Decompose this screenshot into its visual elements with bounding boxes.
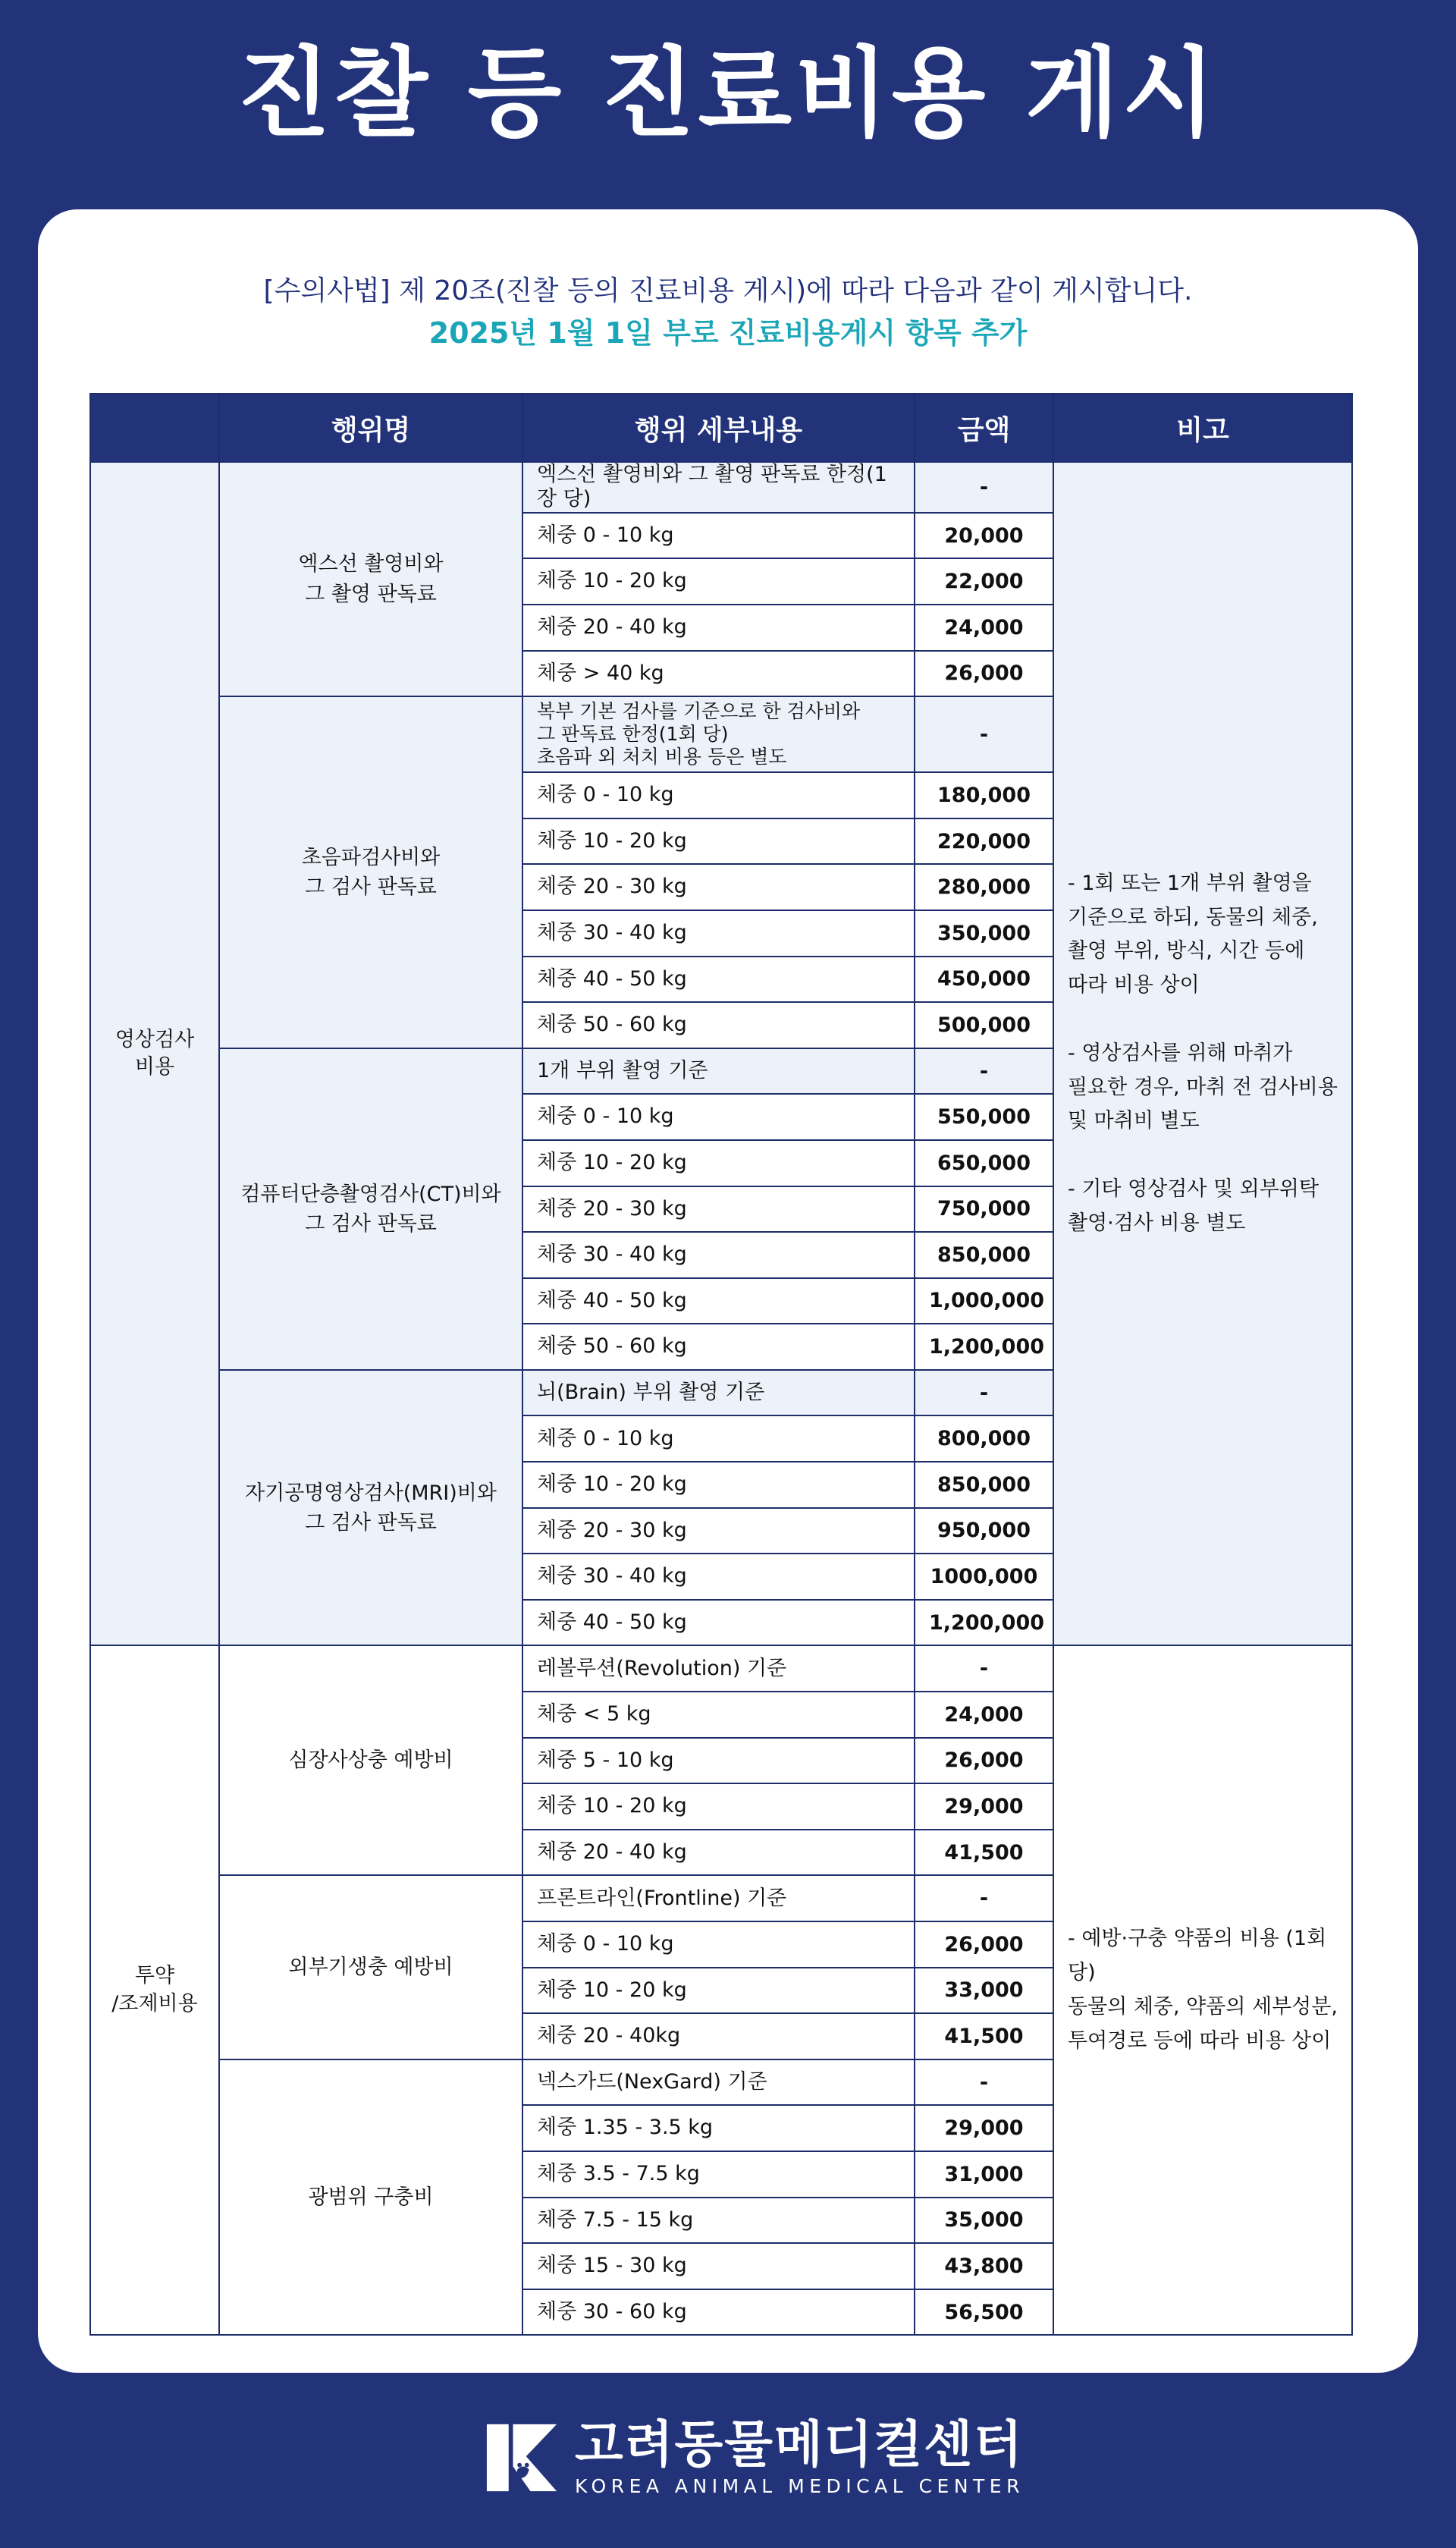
procedure-detail: 체중 40 - 50 kg bbox=[522, 1278, 915, 1324]
remarks-medication: - 예방·구충 약품의 비용 (1회당) 동물의 체중, 약품의 세부성분, 투여경로 등에 따라 비용 상이 bbox=[1053, 1645, 1352, 2335]
amount-value: 350,000 bbox=[915, 910, 1053, 957]
procedure-detail: 체중 0 - 10 kg bbox=[522, 1921, 915, 1968]
procedure-detail: 체중 30 - 40 kg bbox=[522, 910, 915, 957]
table-row bbox=[90, 1645, 1352, 1692]
procedure-detail: 체중 20 - 40 kg bbox=[522, 605, 915, 651]
amount-value: 35,000 bbox=[915, 2198, 1053, 2244]
procedure-detail: 체중 5 - 10 kg bbox=[522, 1738, 915, 1784]
amount-value: 850,000 bbox=[915, 1462, 1053, 1508]
procedure-detail: 레볼루션(Revolution) 기준 bbox=[522, 1645, 915, 1692]
amount-value: 280,000 bbox=[915, 864, 1053, 910]
procedure-detail: 체중 10 - 20 kg bbox=[522, 558, 915, 605]
update-notice: 2025년 1월 1일 부로 진료비용게시 항목 추가 bbox=[428, 316, 1028, 350]
procedure-detail: 체중 20 - 30 kg bbox=[522, 1186, 915, 1233]
header-procedure-name: 행위명 bbox=[219, 394, 522, 462]
amount-value: - bbox=[915, 696, 1053, 772]
procedure-detail: 체중 20 - 30 kg bbox=[522, 1508, 915, 1554]
amount-value: 31,000 bbox=[915, 2151, 1053, 2198]
page-title: 진찰 등 진료비용 게시 bbox=[237, 37, 1219, 150]
amount-value: 550,000 bbox=[915, 1094, 1053, 1140]
procedure-name: 컴퓨터단층촬영검사(CT)비와 그 검사 판독료 bbox=[219, 1048, 522, 1370]
category-medication: 투약 /조제비용 bbox=[90, 1645, 219, 2335]
amount-value: 29,000 bbox=[915, 2105, 1053, 2151]
amount-value: 41,500 bbox=[915, 1830, 1053, 1876]
amount-value: 20,000 bbox=[915, 513, 1053, 559]
amount-value: 450,000 bbox=[915, 957, 1053, 1003]
procedure-detail: 뇌(Brain) 부위 촬영 기준 bbox=[522, 1370, 915, 1416]
amount-value: 56,500 bbox=[915, 2289, 1053, 2336]
amount-value: 26,000 bbox=[915, 651, 1053, 697]
procedure-detail: 체중 10 - 20 kg bbox=[522, 1140, 915, 1186]
procedure-detail: 체중 30 - 60 kg bbox=[522, 2289, 915, 2336]
amount-value: 41,500 bbox=[915, 2013, 1053, 2059]
k-animal-logo-icon bbox=[485, 2421, 558, 2494]
amount-value: 43,800 bbox=[915, 2243, 1053, 2289]
header-category bbox=[90, 394, 219, 462]
remarks-imaging: - 1회 또는 1개 부위 촬영을 기준으로 하되, 동물의 체중, 촬영 부위, 방식, 시간 등에 따라 비용 상이 - 영상검사를 위해 마취가 필요한 경우, 마취 전 검사비용 및 마취비 별도 - 기타 영상검사 및 외부위탁 촬영·검사 비용 별도 bbox=[1053, 462, 1352, 1645]
procedure-detail: 체중 40 - 50 kg bbox=[522, 1600, 915, 1646]
amount-value: 180,000 bbox=[915, 772, 1053, 818]
procedure-detail: 체중 20 - 40kg bbox=[522, 2013, 915, 2059]
procedure-name: 자기공명영상검사(MRI)비와 그 검사 판독료 bbox=[219, 1370, 522, 1646]
procedure-detail: 복부 기본 검사를 기준으로 한 검사비와 그 판독료 한정(1회 당) 초음파 외 처치 비용 등은 별도 bbox=[522, 696, 915, 772]
logo-korean-name: 고려동물메디컬센터 bbox=[575, 2415, 1024, 2474]
amount-value: - bbox=[915, 1645, 1053, 1692]
procedure-detail: 체중 10 - 20 kg bbox=[522, 1462, 915, 1508]
procedure-detail: 체중 40 - 50 kg bbox=[522, 957, 915, 1003]
procedure-detail: 넥스가드(NexGard) 기준 bbox=[522, 2059, 915, 2106]
procedure-detail: 체중 0 - 10 kg bbox=[522, 1094, 915, 1140]
procedure-name: 초음파검사비와 그 검사 판독료 bbox=[219, 696, 522, 1048]
amount-value: 33,000 bbox=[915, 1968, 1053, 2014]
header-remarks: 비고 bbox=[1053, 394, 1352, 462]
category-imaging: 영상검사 비용 bbox=[90, 462, 219, 1645]
amount-value: 1000,000 bbox=[915, 1554, 1053, 1600]
procedure-detail: 체중 10 - 20 kg bbox=[522, 1783, 915, 1830]
procedure-name: 엑스선 촬영비와 그 촬영 판독료 bbox=[219, 462, 522, 696]
procedure-detail: 체중 0 - 10 kg bbox=[522, 772, 915, 818]
amount-value: 24,000 bbox=[915, 605, 1053, 651]
procedure-name: 심장사상충 예방비 bbox=[219, 1645, 522, 1875]
procedure-detail: 1개 부위 촬영 기준 bbox=[522, 1048, 915, 1095]
procedure-detail: 엑스선 촬영비와 그 촬영 판독료 한정(1장 당) bbox=[522, 462, 915, 513]
amount-value: 29,000 bbox=[915, 1783, 1053, 1830]
procedure-detail: 체중 7.5 - 15 kg bbox=[522, 2198, 915, 2244]
amount-value: 1,000,000 bbox=[915, 1278, 1053, 1324]
amount-value: 1,200,000 bbox=[915, 1324, 1053, 1370]
intro-text: [수의사법] 제 20조(진찰 등의 진료비용 게시)에 따라 다음과 같이 게시합니다. bbox=[263, 275, 1193, 306]
amount-value: 800,000 bbox=[915, 1415, 1053, 1462]
amount-value: - bbox=[915, 462, 1053, 513]
procedure-detail: 체중 30 - 40 kg bbox=[522, 1554, 915, 1600]
amount-value: - bbox=[915, 2059, 1053, 2106]
amount-value: - bbox=[915, 1370, 1053, 1416]
procedure-detail: 체중 20 - 40 kg bbox=[522, 1830, 915, 1876]
amount-value: 22,000 bbox=[915, 558, 1053, 605]
procedure-detail: 체중 > 40 kg bbox=[522, 651, 915, 697]
procedure-detail: 체중 30 - 40 kg bbox=[522, 1232, 915, 1278]
medication-section bbox=[90, 1645, 1352, 2335]
amount-value: 1,200,000 bbox=[915, 1600, 1053, 1646]
amount-value: 24,000 bbox=[915, 1692, 1053, 1738]
procedure-detail: 체중 10 - 20 kg bbox=[522, 1968, 915, 2014]
amount-value: 650,000 bbox=[915, 1140, 1053, 1186]
procedure-detail: 체중 1.35 - 3.5 kg bbox=[522, 2105, 915, 2151]
procedure-detail: 체중 0 - 10 kg bbox=[522, 513, 915, 559]
logo bbox=[485, 2415, 1025, 2498]
imaging-section bbox=[90, 462, 1352, 1645]
amount-value: 500,000 bbox=[915, 1002, 1053, 1048]
amount-value: - bbox=[915, 1048, 1053, 1095]
logo-english-name: KOREA ANIMAL MEDICAL CENTER bbox=[575, 2475, 1025, 2498]
amount-value: 220,000 bbox=[915, 818, 1053, 865]
fee-table bbox=[89, 393, 1353, 2336]
header-amount: 금액 bbox=[915, 394, 1053, 462]
amount-value: - bbox=[915, 1875, 1053, 1921]
procedure-detail: 프론트라인(Frontline) 기준 bbox=[522, 1875, 915, 1921]
procedure-detail: 체중 < 5 kg bbox=[522, 1692, 915, 1738]
procedure-detail: 체중 3.5 - 7.5 kg bbox=[522, 2151, 915, 2198]
amount-value: 26,000 bbox=[915, 1921, 1053, 1968]
amount-value: 850,000 bbox=[915, 1232, 1053, 1278]
amount-value: 950,000 bbox=[915, 1508, 1053, 1554]
procedure-name: 외부기생충 예방비 bbox=[219, 1875, 522, 2059]
procedure-name: 광범위 구충비 bbox=[219, 2059, 522, 2336]
procedure-detail: 체중 20 - 30 kg bbox=[522, 864, 915, 910]
procedure-detail: 체중 0 - 10 kg bbox=[522, 1415, 915, 1462]
procedure-detail: 체중 10 - 20 kg bbox=[522, 818, 915, 865]
amount-value: 26,000 bbox=[915, 1738, 1053, 1784]
table-row bbox=[90, 462, 1352, 513]
header-procedure-detail: 행위 세부내용 bbox=[522, 394, 915, 462]
amount-value: 750,000 bbox=[915, 1186, 1053, 1233]
procedure-detail: 체중 50 - 60 kg bbox=[522, 1002, 915, 1048]
procedure-detail: 체중 15 - 30 kg bbox=[522, 2243, 915, 2289]
procedure-detail: 체중 50 - 60 kg bbox=[522, 1324, 915, 1370]
table-header-row bbox=[90, 394, 1352, 462]
